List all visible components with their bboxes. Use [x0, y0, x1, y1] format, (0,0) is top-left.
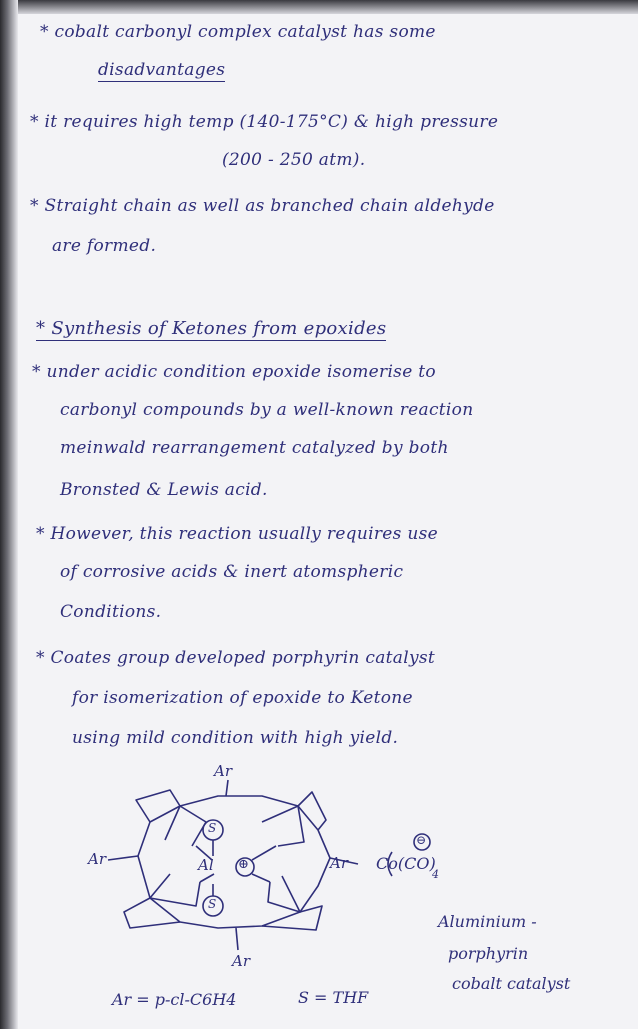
pyrrole-inner-bl: [150, 874, 200, 906]
ar-definition: Ar = p-cl-C6H4: [112, 990, 237, 1009]
n-al-bond: [200, 874, 214, 882]
note-line: meinwald rearrangement catalyzed by both: [60, 438, 449, 458]
note-line: (200 - 250 atm).: [222, 150, 366, 170]
counterion-label: Co(CO): [376, 854, 436, 873]
solvent-top-label: S: [208, 821, 217, 835]
caption-line: cobalt catalyst: [452, 974, 571, 993]
n-al-bond: [252, 874, 270, 882]
ar-left-label: Ar: [88, 850, 107, 868]
note-line: * under acidic condition epoxide isomerise to: [32, 362, 436, 382]
pyrrole-inner-tr: [262, 806, 304, 846]
note-line: * it requires high temp (140-175°C) & high pressure: [30, 112, 499, 132]
n-al-bond: [252, 846, 276, 860]
charge-label: ⊕: [238, 857, 249, 872]
metal-label: Al: [198, 856, 214, 874]
meso-bond-left: [108, 856, 138, 860]
pyrrole-inner-tl: [165, 806, 206, 846]
note-line: are formed.: [52, 236, 157, 256]
note-line: disadvantages: [98, 60, 226, 80]
pyrrole-inner-br: [268, 876, 300, 912]
note-line: * cobalt carbonyl complex catalyst has some: [40, 22, 436, 42]
s-definition: S = THF: [298, 988, 369, 1007]
note-line: * Coates group developed porphyrin catalyst: [36, 648, 436, 668]
caption-line: porphyrin: [448, 944, 529, 963]
ar-right-label: Ar: [330, 854, 349, 872]
note-line: of corrosive acids & inert atomspheric: [60, 562, 404, 582]
note-line: using mild condition with high yield.: [72, 728, 399, 748]
macrocycle-outline: [138, 796, 330, 928]
meso-bond-top: [226, 780, 228, 796]
note-line: carbonyl compounds by a well-known reaction: [60, 400, 474, 420]
note-line: for isomerization of epoxide to Ketone: [72, 688, 413, 708]
counterion-subscript: 4: [432, 868, 439, 881]
ar-bottom-label: Ar: [232, 952, 251, 970]
meso-bond-bottom: [236, 928, 238, 950]
caption-line: Aluminium -: [438, 912, 537, 931]
counterion-charge-label: ⊖: [416, 833, 427, 847]
note-line: * However, this reaction usually requires use: [36, 524, 438, 544]
note-line: Bronsted & Lewis acid.: [60, 480, 268, 500]
section-heading: * Synthesis of Ketones from epoxides: [36, 318, 387, 339]
solvent-bottom-label: S: [208, 897, 217, 911]
note-line: Conditions.: [60, 602, 162, 622]
note-line: * Straight chain as well as branched chain aldehyde: [30, 196, 495, 216]
ar-top-label: Ar: [214, 762, 233, 780]
